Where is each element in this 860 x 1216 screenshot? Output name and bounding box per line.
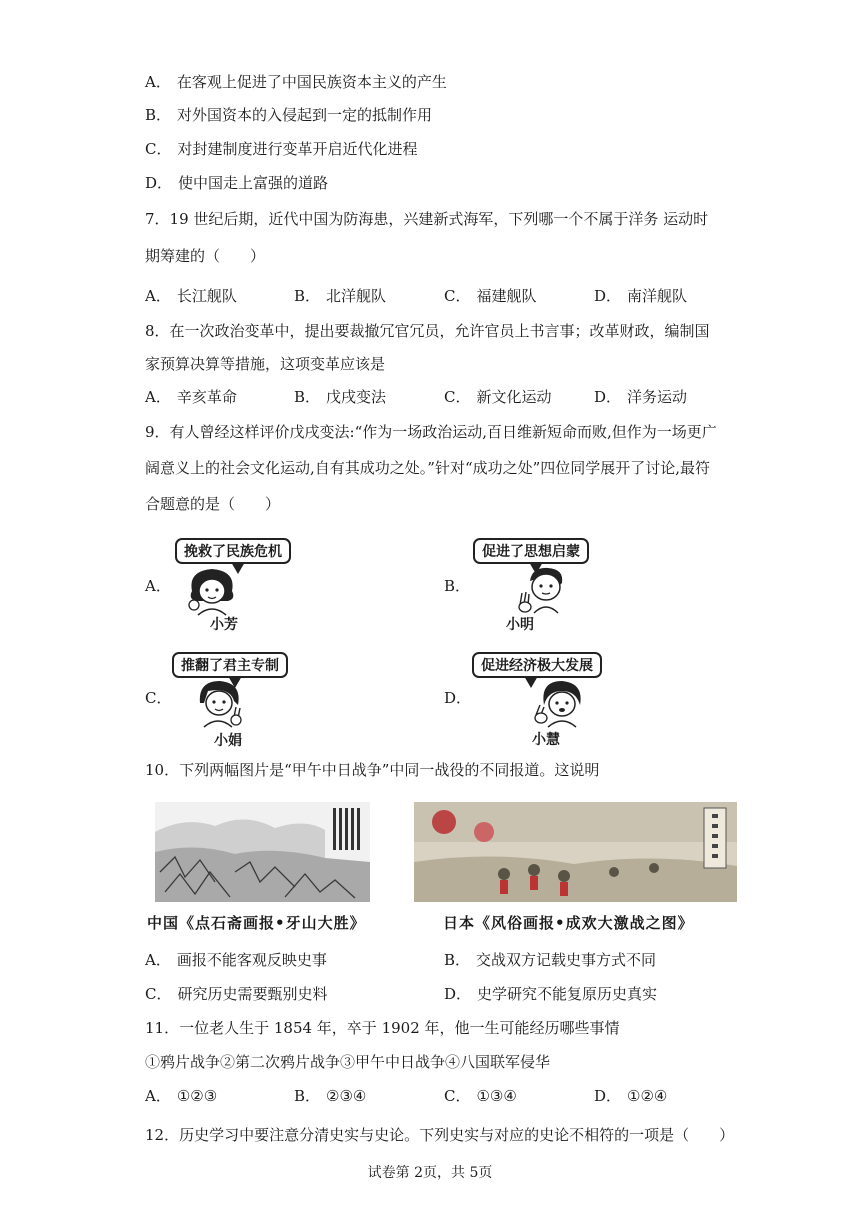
student-name: 小娟 (214, 733, 242, 749)
student-name: 小明 (506, 617, 534, 633)
student-name: 小慧 (532, 732, 560, 748)
q8-option-b: B． 戊戌变法 (294, 388, 387, 406)
student-name: 小芳 (210, 617, 238, 633)
q8-stem-line1: 8．在一次政治变革中，提出要裁撤冗官冗员，允许官员上书言事；改革财政，编制国 (145, 322, 710, 340)
speech-bubble: 挽救了民族危机 (175, 538, 291, 564)
speech-bubble: 促进经济极大发展 (472, 652, 602, 678)
q8-option-d: D． 洋务运动 (594, 388, 688, 406)
q9-stem-line1: 9．有人曾经这样评价戊戌变法:“作为一场政治运动,百日维新短命而败,但作为一场更广 (145, 423, 717, 441)
q11-option-d: D． ①②④ (594, 1087, 668, 1105)
q7-option-a: A． 长江舰队 (145, 287, 237, 305)
girl-cartoon-icon (190, 677, 246, 729)
speech-bubble: 促进了思想启蒙 (473, 538, 589, 564)
q9-option-a-letter: A． (145, 577, 171, 595)
girl-cartoon-icon (530, 677, 590, 729)
q11-stem-line2: ①鸦片战争②第二次鸦片战争③甲午中日战争④八国联军侵华 (145, 1053, 551, 1071)
chinese-pictorial-illustration (155, 802, 370, 902)
q7-stem-line1: 7．19 世纪后期，近代中国为防海患，兴建新式海军，下列哪一个不属于洋务 运动时 (145, 210, 709, 228)
q12-stem: 12．历史学习中要注意分清史实与史论。下列史实与对应的史论不相符的一项是（ ） (145, 1126, 735, 1144)
q8-option-c: C． 新文化运动 (444, 388, 552, 406)
q8-option-a: A． 辛亥革命 (145, 388, 237, 406)
q8-stem-line2: 家预算决算等措施，这项变革应该是 (145, 355, 386, 373)
q9-option-d-letter: D． (444, 689, 472, 707)
boy-cartoon-icon (514, 563, 574, 615)
q10-option-a: A． 画报不能客观反映史事 (145, 951, 327, 969)
q10-option-c: C． 研究历史需要甄别史料 (145, 985, 328, 1003)
q11-stem-line1: 11．一位老人生于 1854 年，卒于 1902 年，他一生可能经历哪些事情 (145, 1019, 620, 1037)
q9-option-b-letter: B． (444, 577, 471, 595)
japanese-woodblock-print (414, 802, 737, 902)
q11-option-a: A． ①②③ (145, 1087, 218, 1105)
caption-left: 中国《点石斋画报•牙山大胜》 (147, 914, 366, 932)
q10-option-d: D． 史学研究不能复原历史真实 (444, 985, 658, 1003)
q11-option-b: B． ②③④ (294, 1087, 367, 1105)
caption-right: 日本《风俗画报•成欢大激战之图》 (443, 914, 694, 932)
q10-option-b: B． 交战双方记载史事方式不同 (444, 951, 657, 969)
q6-option-a: A． 在客观上促进了中国民族资本主义的产生 (145, 73, 447, 91)
q9-option-c-letter: C． (145, 689, 172, 707)
girl-cartoon-icon (184, 565, 240, 617)
q7-stem-line2: 期筹建的（ ） (145, 247, 266, 265)
q11-option-c: C． ①③④ (444, 1087, 517, 1105)
q7-option-b: B． 北洋舰队 (294, 287, 387, 305)
q6-option-b: B． 对外国资本的入侵起到一定的抵制作用 (145, 106, 433, 124)
q10-stem: 10．下列两幅图片是“甲午中日战争”中同一战役的不同报道。这说明 (145, 761, 600, 779)
page-footer: 试卷第 2页，共 5页 (367, 1165, 493, 1181)
q7-option-d: D． 南洋舰队 (594, 287, 688, 305)
q7-option-c: C． 福建舰队 (444, 287, 537, 305)
q6-option-c: C． 对封建制度进行变革开启近代化进程 (145, 140, 418, 158)
q9-stem-line2: 阔意义上的社会文化运动,自有其成功之处。”针对“成功之处”四位同学展开了讨论,最符 (145, 459, 711, 477)
q9-stem-line3: 合题意的是（ ） (145, 495, 281, 513)
speech-bubble: 推翻了君主专制 (172, 652, 288, 678)
q6-option-d: D． 使中国走上富强的道路 (145, 174, 329, 192)
